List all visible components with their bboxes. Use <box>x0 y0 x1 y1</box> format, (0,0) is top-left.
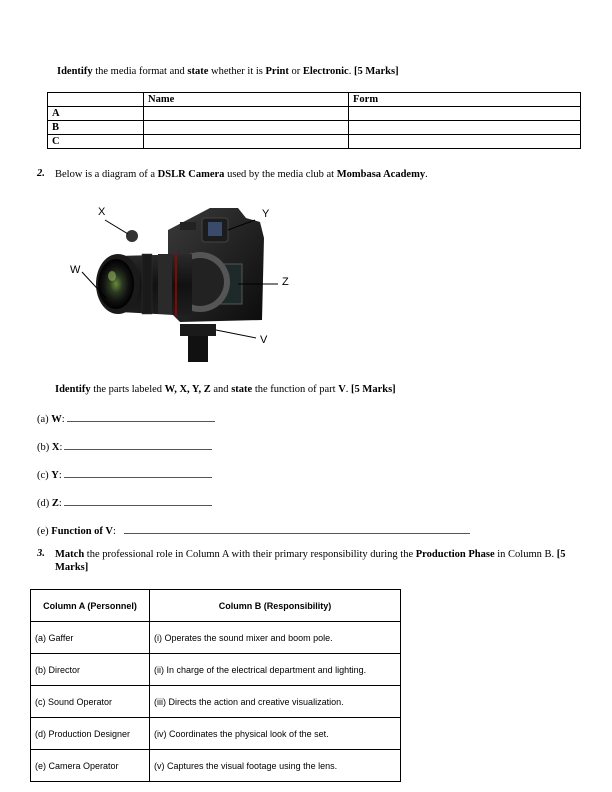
text: the media format and <box>92 66 188 77</box>
table-row <box>48 121 581 135</box>
camera-diagram <box>60 190 318 362</box>
media-format-table <box>47 92 581 149</box>
label-z: Z <box>282 276 289 288</box>
text: used by the media club at <box>224 169 337 180</box>
q2-instruction <box>55 383 396 396</box>
label-y: Y <box>262 208 270 220</box>
table-header-name: Name <box>144 93 349 107</box>
personnel-cell: (d) Production Designer <box>31 718 150 750</box>
label-w: W <box>70 264 81 276</box>
question-2-number: 2. <box>37 168 45 179</box>
bold-text: state <box>231 384 253 395</box>
bold-text: [5 Marks] <box>55 549 566 573</box>
personnel-cell: (e) Camera Operator <box>31 750 150 782</box>
personnel-cell: (a) Gaffer <box>31 622 150 654</box>
text: or <box>288 66 303 77</box>
text: the parts labeled <box>90 384 165 395</box>
table-row <box>31 654 401 686</box>
answer-w[interactable]: (a) W: <box>37 411 215 425</box>
personnel-cell: (c) Sound Operator <box>31 686 150 718</box>
answer-function-v[interactable]: (e) Function of V: <box>37 523 470 537</box>
bold-text: Identify <box>55 384 91 395</box>
name-cell[interactable] <box>144 107 349 121</box>
bold-text: Match <box>55 549 85 560</box>
row-label: C <box>48 135 144 149</box>
row-label: B <box>48 121 144 135</box>
personnel-cell: (b) Director <box>31 654 150 686</box>
bold-text: [5 Marks] <box>351 384 396 395</box>
responsibility-cell: (v) Captures the visual footage using the lens. <box>150 750 401 782</box>
answer-y[interactable]: (c) Y: <box>37 467 212 481</box>
answer-line[interactable] <box>124 523 470 534</box>
answer-x[interactable]: (b) X: <box>37 439 212 453</box>
text: . <box>345 384 352 395</box>
bold-text: Print <box>265 66 289 77</box>
table-header-form: Form <box>349 93 581 107</box>
table-row <box>31 686 401 718</box>
text: in Column B. <box>494 549 557 560</box>
responsibility-cell: (i) Operates the sound mixer and boom pole. <box>150 622 401 654</box>
row-label: A <box>48 107 144 121</box>
q2-text <box>55 168 428 181</box>
question-3-number: 3. <box>37 548 45 559</box>
table-header-cell <box>48 93 144 107</box>
text: . <box>348 66 354 77</box>
label-x: X <box>98 206 106 218</box>
responsibility-cell: (iii) Directs the action and creative visualization. <box>150 686 401 718</box>
column-b-header: Column B (Responsibility) <box>150 590 401 622</box>
form-cell[interactable] <box>349 107 581 121</box>
column-a-header: Column A (Personnel) <box>31 590 150 622</box>
name-cell[interactable] <box>144 135 349 149</box>
text: Below is a diagram of a <box>55 169 158 180</box>
answer-line[interactable] <box>67 411 215 422</box>
answer-line[interactable] <box>64 467 212 478</box>
bold-text: Electronic <box>302 66 349 77</box>
bold-text: [5 Marks] <box>353 66 399 77</box>
match-table <box>30 589 401 782</box>
text: the professional role in Column A with their primary responsibility during the <box>84 549 416 560</box>
answer-z[interactable]: (d) Z: <box>37 495 212 509</box>
form-cell[interactable] <box>349 121 581 135</box>
table-row <box>31 718 401 750</box>
text: whether it is <box>208 66 266 77</box>
table-header-row <box>48 93 581 107</box>
bold-text: Mombasa Academy <box>336 169 426 180</box>
answer-line[interactable] <box>64 495 212 506</box>
q3-text <box>55 548 575 574</box>
table-row <box>31 622 401 654</box>
responsibility-cell: (iv) Coordinates the physical look of the set. <box>150 718 401 750</box>
bold-text: Production Phase <box>415 549 495 560</box>
name-cell[interactable] <box>144 121 349 135</box>
table-row <box>31 750 401 782</box>
text: . <box>425 169 428 180</box>
bold-text: DSLR Camera <box>157 169 225 180</box>
bold-text: state <box>187 66 209 77</box>
bold-text: V <box>338 384 346 395</box>
table-row <box>48 107 581 121</box>
text: the function of part <box>252 384 339 395</box>
table-header-row <box>31 590 401 622</box>
q1-instruction <box>57 65 399 78</box>
answer-line[interactable] <box>64 439 212 450</box>
label-v: V <box>260 334 268 346</box>
table-row <box>48 135 581 149</box>
bold-text: W, X, Y, Z <box>164 384 211 395</box>
responsibility-cell: (ii) In charge of the electrical department and lighting. <box>150 654 401 686</box>
form-cell[interactable] <box>349 135 581 149</box>
bold-text: Identify <box>57 66 93 77</box>
text: and <box>210 384 232 395</box>
